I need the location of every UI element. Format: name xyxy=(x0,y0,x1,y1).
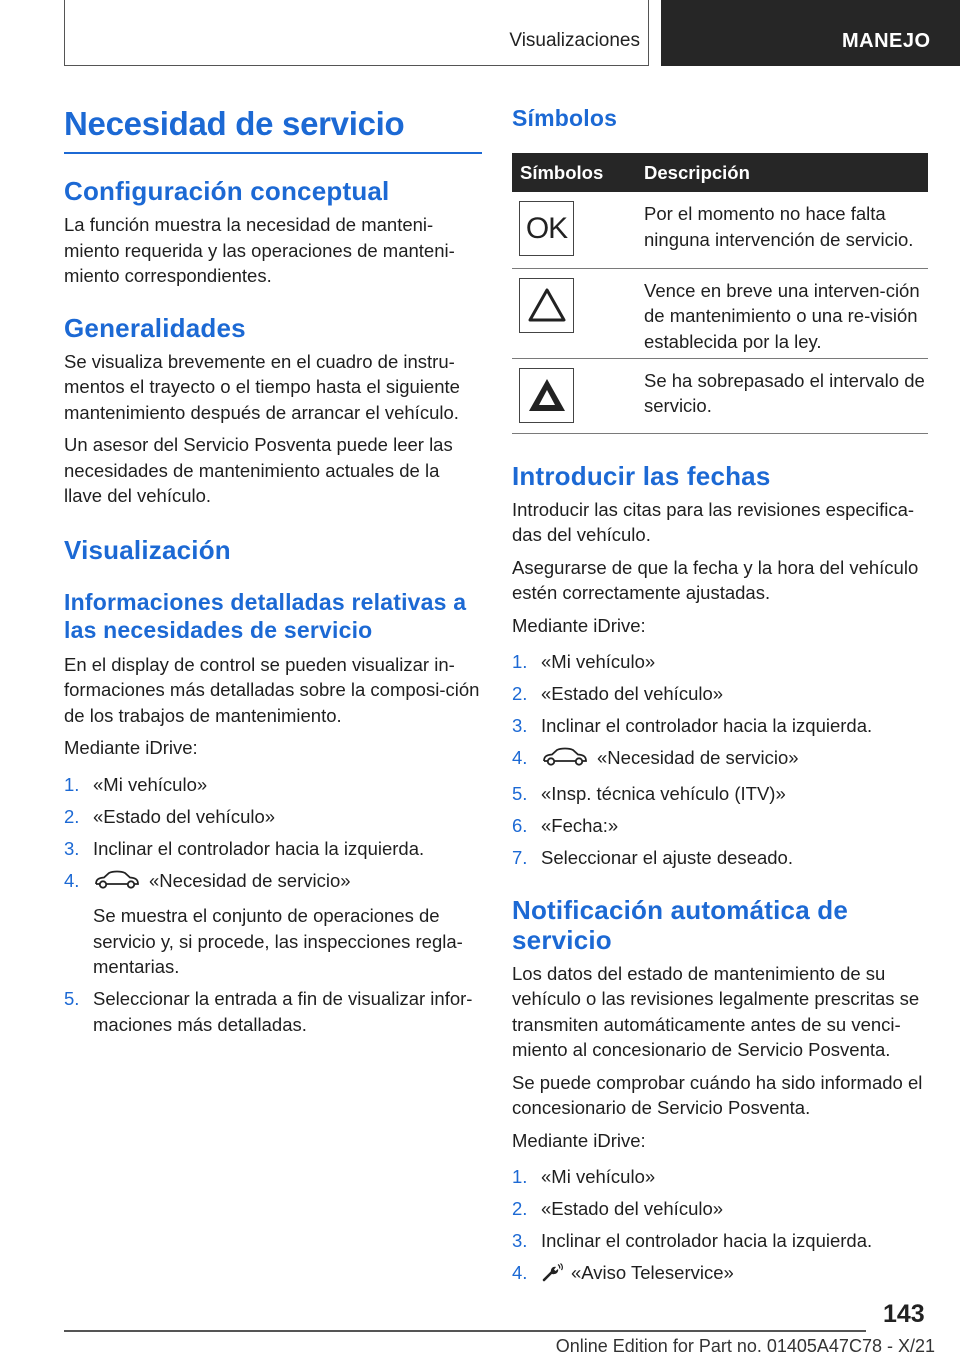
dates-heading: Introducir las fechas xyxy=(512,460,771,491)
list-item: 4. «Aviso Teleservice» xyxy=(512,1260,928,1290)
car-icon xyxy=(93,869,141,898)
warning-triangle-outline-icon xyxy=(519,278,574,333)
list-item: 2. «Estado del vehículo» xyxy=(512,1198,724,1219)
list-item: 7. Seleccionar el ajuste deseado. xyxy=(512,847,793,868)
dates-paragraph-2: Asegurarse de que la fecha y la hora del vehículo estén correctamente ajustadas. xyxy=(512,556,919,603)
idrive-label: Mediante iDrive: xyxy=(512,1129,646,1151)
step-4-subtext: Se muestra el conjunto de operaciones de servicio y, si procede, las inspecciones regla-mentarias. xyxy=(93,905,463,977)
left-column xyxy=(64,102,482,1044)
general-paragraph-2: Un asesor del Servicio Posventa puede leer las necesidades de mantenimiento actuales de la llave del vehículo. xyxy=(64,434,453,506)
details-text: En el display de control se pueden visualizar in-formaciones más detalladas sobre la composi-ción de los trabajos de mantenimiento. xyxy=(64,653,480,726)
right-column xyxy=(512,102,928,1296)
general-paragraph-1: Se visualiza brevemente en el cuadro de instru-mentos el trayecto o el tiempo hasta el siguiente mantenimiento después de arrancar el vehículo. xyxy=(64,350,460,423)
car-icon xyxy=(541,746,589,775)
list-item: 3. Inclinar el controlador hacia la izquierda. xyxy=(512,715,873,736)
auto-paragraph-2: Se puede comprobar cuándo ha sido informado el concesionario de Servicio Posventa. xyxy=(512,1071,923,1118)
footer-edition: Online Edition for Part no. 01405A47C78 - X/21 xyxy=(555,1336,935,1356)
table-header-symbols: Símbolos xyxy=(512,153,636,192)
symbols-table xyxy=(512,153,928,434)
list-item: 3. Inclinar el controlador hacia la izquierda. xyxy=(64,837,425,859)
idrive-label: Mediante iDrive: xyxy=(512,614,646,636)
table-row xyxy=(512,358,928,433)
table-header-row xyxy=(512,153,928,192)
symbol-description: Por el momento no hace falta ninguna intervención de servicio. xyxy=(636,192,928,268)
list-item: 2. «Estado del vehículo» xyxy=(512,683,724,704)
list-item: 4. «Necesidad de servicio» Se muestra el conjunto de operaciones de servicio y, si procede, las inspecciones regla-mentarias. xyxy=(64,868,482,980)
concept-text: La función muestra la necesidad de manteni-miento requerida y las operaciones de manteni-miento correspondientes. xyxy=(64,214,455,286)
auto-notification-heading: Notificación automática de servicio xyxy=(512,894,849,955)
symbol-description: Se ha sobrepasado el intervalo de servicio. xyxy=(636,358,928,433)
list-item: 1. «Mi vehículo» xyxy=(512,651,656,672)
symbols-heading: Símbolos xyxy=(512,105,618,131)
page-title: Necesidad de servicio xyxy=(64,102,482,154)
header-section-title: Visualizaciones xyxy=(509,30,640,51)
dates-step-list xyxy=(512,649,928,871)
dates-paragraph-1: Introducir las citas para las revisiones especifica-das del vehículo. xyxy=(512,498,915,545)
details-heading: Informaciones detalladas relativas a las necesidades de servicio xyxy=(64,588,467,643)
footer-rule xyxy=(64,1330,866,1332)
auto-paragraph-1: Los datos del estado de mantenimiento de su vehículo o las revisiones legalmente prescritas se transmiten automáticamente antes de su venci-miento al concesionario de Servicio Posventa. xyxy=(512,962,920,1060)
list-item: 6. «Fecha:» xyxy=(512,815,619,836)
table-row xyxy=(512,192,928,268)
ok-symbol-icon: OK xyxy=(519,201,574,256)
header-chapter-title: MANEJO xyxy=(842,30,931,52)
display-heading: Visualización xyxy=(64,534,231,565)
general-heading: Generalidades xyxy=(64,312,246,343)
symbol-description: Vence en breve una interven-ción de mantenimiento o una re-visión establecida por la ley. xyxy=(636,268,928,358)
list-item: 5. Seleccionar la entrada a fin de visualizar infor-maciones más detalladas. xyxy=(64,988,473,1035)
list-item: 1. «Mi vehículo» xyxy=(512,1166,656,1187)
auto-step-list xyxy=(512,1164,928,1290)
wrench-icon xyxy=(541,1263,563,1290)
left-step-list xyxy=(64,772,482,1038)
header-section-box xyxy=(64,0,649,66)
list-item: 2. «Estado del vehículo» xyxy=(64,805,276,827)
idrive-label: Mediante iDrive: xyxy=(64,737,198,758)
table-row xyxy=(512,268,928,358)
list-item: 1. «Mi vehículo» xyxy=(64,773,208,795)
table-header-description: Descripción xyxy=(636,153,928,192)
list-item: 4. «Necesidad de servicio» xyxy=(512,745,928,775)
page-number: 143 xyxy=(883,1300,925,1328)
list-item: 3. Inclinar el controlador hacia la izquierda. xyxy=(512,1230,873,1251)
list-item: 5. «Insp. técnica vehículo (ITV)» xyxy=(512,783,786,804)
warning-triangle-filled-icon xyxy=(519,368,574,423)
concept-heading: Configuración conceptual xyxy=(64,176,390,206)
